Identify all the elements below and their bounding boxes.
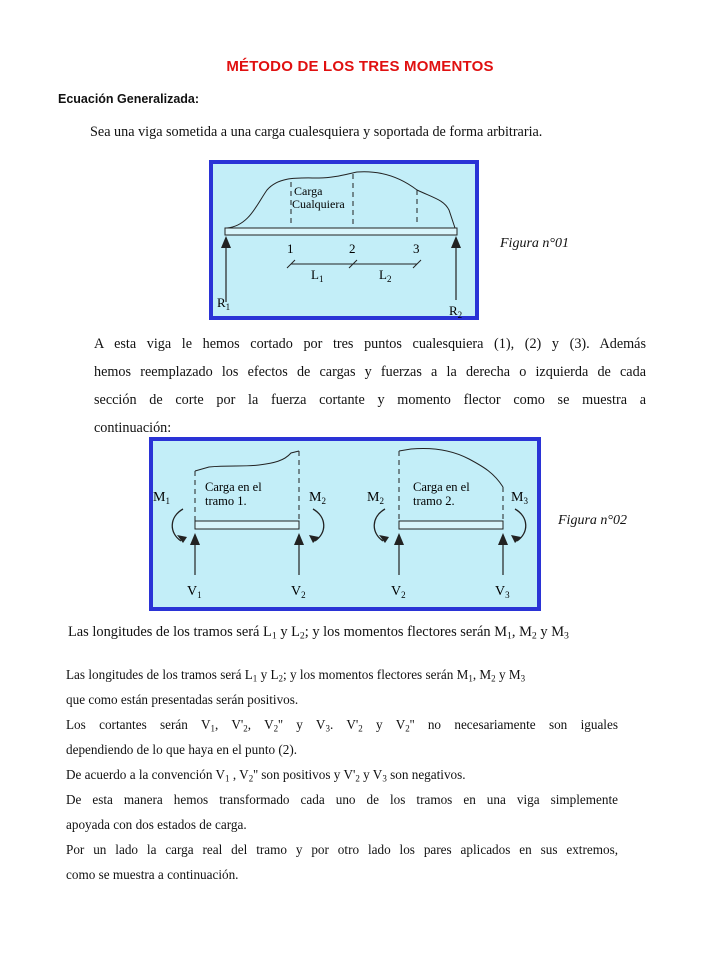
reaction-label-r2: $R_2$ <box>449 303 463 320</box>
shear-label-v2-left: $V_2$ <box>291 584 306 600</box>
paragraph-line: hemos reemplazado los efectos de cargas y fuerzas a la derecha o izquierda de cada <box>94 364 646 380</box>
paragraph-line: dependiendo de lo que haya en el punto (2). <box>66 742 298 757</box>
section-heading: Ecuación Generalizada: <box>58 92 200 106</box>
intro-paragraph: Sea una viga sometida a una carga cualesquiera y soportada de forma arbitraria. <box>90 124 543 140</box>
shear-label-v2-right: $V_2$ <box>391 584 406 600</box>
moment-label-m3: $M_3$ <box>511 490 528 506</box>
paragraph-line: apoyada con dos estados de carga. <box>66 817 247 832</box>
right-load-label-line-2: tramo 2. <box>413 494 455 508</box>
span-label-l2: $L_2$ <box>379 267 392 284</box>
paragraph-line: continuación: <box>94 420 172 436</box>
figure-2-span-diagram <box>149 437 541 611</box>
lengths-sentence: Las longitudes de los tramos será $L_1$ y $L_2$; y los momentos flectores serán $M_1$, $M_2$ y $M_3$ <box>68 624 569 642</box>
left-load-label-line-1: Carga en el <box>205 480 262 494</box>
reaction-label-r1: $R_1$ <box>217 295 231 312</box>
cut-description-paragraph <box>94 330 646 442</box>
span-label-l1: $L_1$ <box>311 267 324 284</box>
paragraph-line: De acuerdo a la convención $V_1$ , $V_2''$ son positivos y $V'_2$ y $V_3$ son negativos. <box>66 767 466 784</box>
paragraph-line: que como están presentadas serán positivos. <box>66 692 299 707</box>
figure-1-beam-diagram <box>209 160 479 320</box>
moment-label-m2-right: $M_2$ <box>367 490 384 506</box>
point-label-1: 1 <box>287 241 294 256</box>
paragraph-line: Las longitudes de los tramos será $L_1$ y $L_2$; y los momentos flectores serán $M_1$, $M_2$ y $M_3$ <box>66 667 526 684</box>
shear-label-v1: $V_1$ <box>187 584 202 600</box>
paragraph-line: A esta viga le hemos cortado por tres puntos cualesquiera (1), (2) y (3). Además <box>94 336 646 352</box>
point-label-3: 3 <box>413 241 420 256</box>
paragraph-line: como se muestra a continuación. <box>66 867 239 882</box>
point-label-2: 2 <box>349 241 356 256</box>
right-load-label-line-1: Carga en el <box>413 480 470 494</box>
load-label-line-2: Cualquiera <box>292 197 345 211</box>
moment-label-m2-left: $M_2$ <box>309 490 326 506</box>
paragraph-line: Por un lado la carga real del tramo y por otro lado los pares aplicados en sus extremos, <box>66 842 618 857</box>
explanation-paragraph <box>66 662 618 887</box>
paragraph-line: De esta manera hemos transformado cada uno de los tramos en una viga simplemente <box>66 792 618 807</box>
load-label-line-1: Carga <box>294 184 323 198</box>
paragraph-line: Los cortantes serán $V_1$, $V'_2$, $V_2''$ y $V_3$. $V'_2$ y $V_2''$ no necesariamente son iguales <box>66 717 618 734</box>
moment-label-m1: $M_1$ <box>153 490 170 506</box>
left-load-label-line-2: tramo 1. <box>205 494 247 508</box>
figure-2-caption: Figura n°02 <box>558 513 627 528</box>
paragraph-line: sección de corte por la fuerza cortante y momento flector como se muestra a <box>94 392 646 408</box>
figure-1-caption: Figura n°01 <box>500 236 569 251</box>
shear-label-v3: $V_3$ <box>495 584 510 600</box>
document-title: MÉTODO DE LOS TRES MOMENTOS <box>226 58 494 75</box>
